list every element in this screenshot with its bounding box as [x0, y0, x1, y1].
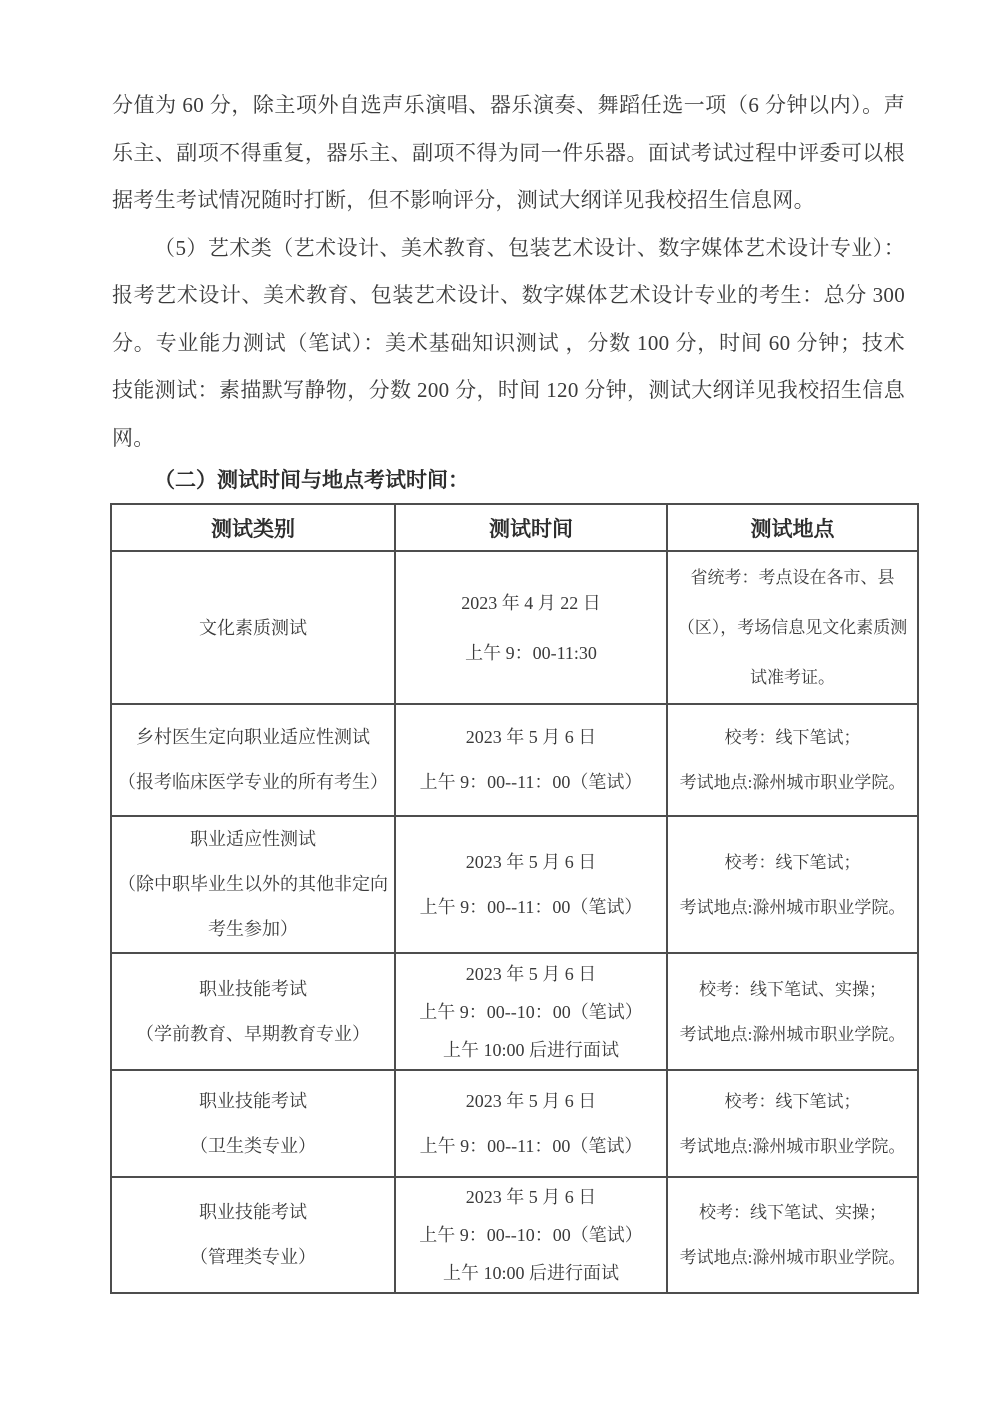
cell-line: （卫生类专业）: [190, 1135, 316, 1156]
cell-line: 上午 9：00--10：00（笔试）: [419, 1225, 643, 1245]
cell-test-location: [667, 704, 918, 816]
cell-line: 省统考：考点设在各市、县（区），考场信息见文化素质测试准考证。: [677, 567, 908, 687]
cell-test-location: [667, 1070, 918, 1177]
cell-line: （除中职毕业生以外的其他非定向考生参加）: [118, 874, 388, 939]
cell-test-time: [395, 816, 667, 953]
cell-line: 考试地点:滁州城市职业学院。: [679, 1136, 906, 1156]
table-row: [111, 704, 918, 816]
cell-line: 2023 年 4 月 22 日: [461, 592, 601, 613]
cell-line: 考试地点:滁州城市职业学院。: [679, 773, 906, 792]
cell-line: 职业技能考试: [199, 1090, 307, 1111]
cell-test-category: [111, 1177, 395, 1293]
cell-line: 2023 年 5 月 6 日: [465, 727, 597, 747]
body-paragraph-music-exam: 分值为 60 分，除主项外自选声乐演唱、器乐演奏、舞蹈任选一项（6 分钟以内）。声乐主、副项不得重复，器乐主、副项不得为同一件乐器。面试考试过程中评委可以根据考生考试情况随时打断，但不影响评分，测试大纲详见我校招生信息网。: [112, 93, 905, 212]
cell-test-location: [667, 953, 918, 1070]
cell-line: 职业技能考试: [199, 1202, 307, 1222]
table-row: [111, 1070, 918, 1177]
cell-line: 乡村医生定向职业适应性测试: [136, 727, 370, 747]
cell-line: 校考：线下笔试；: [724, 852, 861, 872]
cell-test-time: [395, 1177, 667, 1293]
cell-line: 校考：线下笔试、实操；: [699, 979, 886, 999]
cell-line: 2023 年 5 月 6 日: [465, 851, 597, 872]
cell-line: 考试地点:滁州城市职业学院。: [679, 1248, 906, 1267]
cell-line: 校考：线下笔试；: [724, 728, 861, 747]
cell-test-time: [395, 704, 667, 816]
cell-test-category: [111, 551, 395, 704]
cell-line: 校考：线下笔试；: [724, 1091, 861, 1111]
cell-test-time: [395, 953, 667, 1070]
cell-line: 考试地点:滁州城市职业学院。: [679, 1024, 906, 1044]
cell-line: 2023 年 5 月 6 日: [465, 963, 597, 984]
table-row: [111, 1177, 918, 1293]
cell-test-time: [395, 551, 667, 704]
cell-line: 职业技能考试: [199, 978, 307, 999]
cell-test-time: [395, 1070, 667, 1177]
cell-test-location: [667, 1177, 918, 1293]
cell-line: 2023 年 5 月 6 日: [465, 1090, 597, 1111]
cell-line: 上午 9：00--11：00（笔试）: [419, 896, 643, 917]
cell-test-location: [667, 816, 918, 953]
table-row: [111, 551, 918, 704]
cell-line: （学前教育、早期教育专业）: [136, 1023, 370, 1044]
column-header-test-category: 测试类别: [111, 504, 395, 551]
cell-line: 上午 9：00--11：00（笔试）: [419, 1135, 643, 1156]
body-paragraph-art-category: （5）艺术类（艺术设计、美术教育、包装艺术设计、数字媒体艺术设计专业）：报考艺术设计、美术教育、包装艺术设计、数字媒体艺术设计专业的考生：总分 300 分。专业能力测试（笔试）：美术基础知识测试 ，分数 100 分，时间 60 分钟；技术技能测试：素描默写静物，分数 200 分，时间 120 分钟，测试大纲详见我校招生信息网。: [112, 235, 905, 450]
table-row: [111, 816, 918, 953]
cell-test-location: [667, 551, 918, 704]
cell-test-category: [111, 816, 395, 953]
cell-line: 2023 年 5 月 6 日: [465, 1187, 597, 1207]
section-heading-test-time-location: （二）测试时间与地点考试时间：: [154, 468, 469, 492]
test-schedule-table: [110, 503, 919, 1294]
cell-line: 上午 10:00 后进行面试: [442, 1263, 619, 1283]
table-header-row: [111, 504, 918, 551]
cell-test-category: [111, 1070, 395, 1177]
cell-line: 上午 9：00--10：00（笔试）: [419, 1001, 643, 1022]
cell-line: （管理类专业）: [190, 1247, 316, 1267]
cell-line: 文化素质测试: [199, 617, 307, 638]
cell-test-category: [111, 704, 395, 816]
cell-line: 考试地点:滁州城市职业学院。: [679, 897, 906, 917]
column-header-test-time: 测试时间: [395, 504, 667, 551]
column-header-test-location: 测试地点: [667, 504, 918, 551]
cell-line: 上午 9：00-11:30: [465, 642, 597, 663]
cell-line: 职业适应性测试: [190, 829, 316, 849]
cell-line: 上午 9：00--11：00（笔试）: [419, 772, 643, 792]
cell-line: 上午 10:00 后进行面试: [442, 1039, 619, 1060]
cell-line: 校考：线下笔试、实操；: [699, 1203, 886, 1222]
cell-line: （报考临床医学专业的所有考生）: [118, 772, 388, 792]
cell-test-category: [111, 953, 395, 1070]
table-row: [111, 953, 918, 1070]
